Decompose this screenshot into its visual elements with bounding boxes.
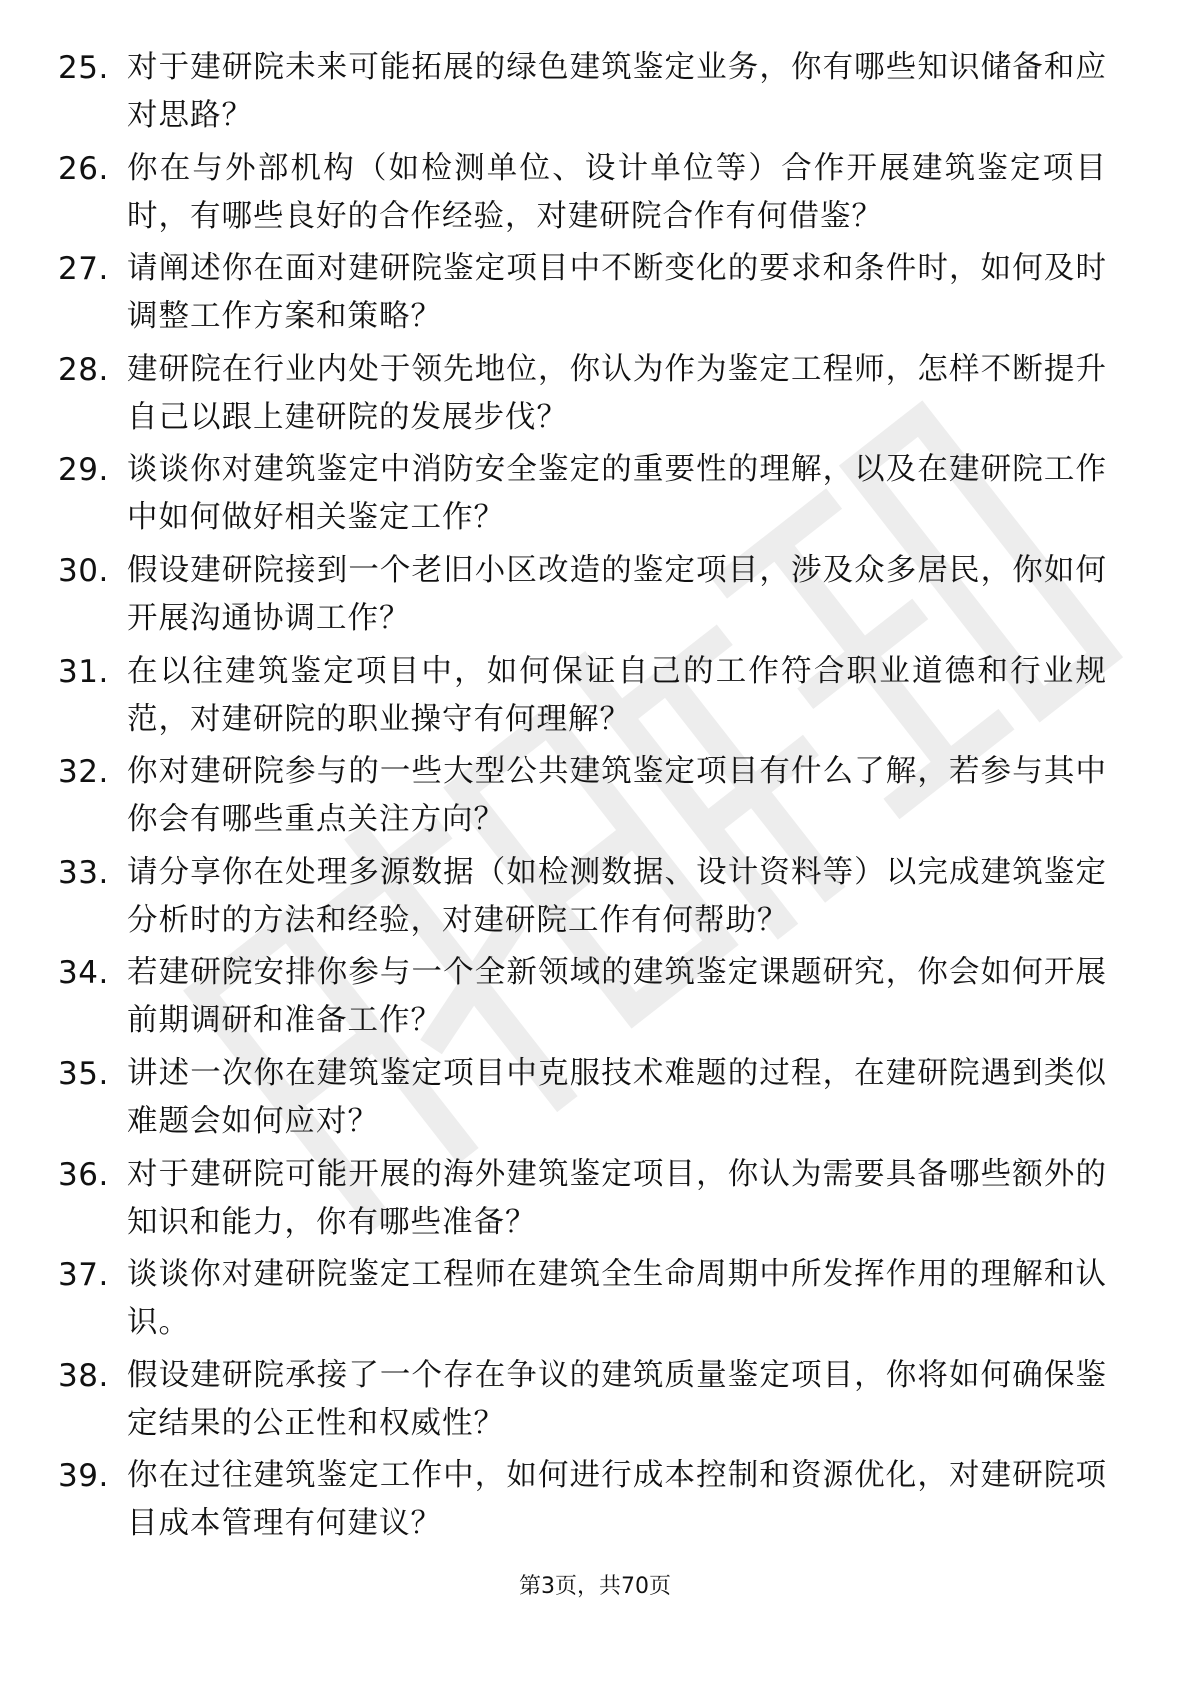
- question-item: [0, 245, 1190, 346]
- question-number: 30.: [58, 552, 109, 589]
- question-text: 建研院在行业内处于领先地位，你认为作为鉴定工程师，怎样不断提升自己以跟上建研院的发展步伐？: [127, 351, 1107, 435]
- question-item: [0, 1352, 1190, 1453]
- question-text: 你对建研院参与的一些大型公共建筑鉴定项目有什么了解，若参与其中你会有哪些重点关注方向？: [127, 754, 1107, 838]
- question-text: 假设建研院承接了一个存在争议的建筑质量鉴定项目，你将如何确保鉴定结果的公正性和权威性？: [127, 1357, 1107, 1441]
- question-item: [0, 547, 1190, 648]
- question-item: [0, 648, 1190, 749]
- question-number: 33.: [58, 854, 109, 891]
- question-number: 39.: [58, 1458, 109, 1495]
- question-item: [0, 849, 1190, 950]
- question-item: [0, 346, 1190, 447]
- question-item: [0, 145, 1190, 246]
- question-text: 谈谈你对建研院鉴定工程师在建筑全生命周期中所发挥作用的理解和认识。: [127, 1257, 1107, 1341]
- question-item: [0, 44, 1190, 145]
- question-number: 38.: [58, 1357, 109, 1394]
- question-number: 31.: [58, 653, 109, 690]
- question-item: [0, 748, 1190, 849]
- question-item: [0, 1050, 1190, 1151]
- question-text: 请阐述你在面对建研院鉴定项目中不断变化的要求和条件时，如何及时调整工作方案和策略？: [127, 251, 1107, 335]
- question-list: [0, 44, 1190, 1553]
- question-item: [0, 446, 1190, 547]
- question-number: 36.: [58, 1156, 109, 1193]
- question-number: 28.: [58, 351, 109, 388]
- question-number: 34.: [58, 955, 109, 992]
- question-number: 29.: [58, 452, 109, 489]
- page-number-footer: 第3页，共70页: [519, 1574, 671, 1599]
- question-number: 26.: [58, 150, 109, 187]
- question-text: 讲述一次你在建筑鉴定项目中克服技术难题的过程，在建研院遇到类似难题会如何应对？: [127, 1055, 1107, 1139]
- question-item: [0, 1251, 1190, 1352]
- question-item: [0, 1151, 1190, 1252]
- question-number: 32.: [58, 754, 109, 791]
- question-text: 对于建研院可能开展的海外建筑鉴定项目，你认为需要具备哪些额外的知识和能力，你有哪些准备？: [127, 1156, 1107, 1240]
- question-text: 若建研院安排你参与一个全新领域的建筑鉴定课题研究，你会如何开展前期调研和准备工作？: [127, 955, 1107, 1039]
- question-text: 你在过往建筑鉴定工作中，如何进行成本控制和资源优化，对建研院项目成本管理有何建议？: [127, 1458, 1107, 1542]
- question-number: 27.: [58, 251, 109, 288]
- question-number: 35.: [58, 1055, 109, 1092]
- question-text: 假设建研院接到一个老旧小区改造的鉴定项目，涉及众多居民，你如何开展沟通协调工作？: [127, 552, 1107, 636]
- question-number: 37.: [58, 1257, 109, 1294]
- question-item: [0, 1452, 1190, 1553]
- question-number: 25.: [58, 50, 109, 86]
- question-text: 请分享你在处理多源数据（如检测数据、设计资料等）以完成建筑鉴定分析时的方法和经验，对建研院工作有何帮助？: [127, 854, 1107, 938]
- question-item: [0, 949, 1190, 1050]
- question-text: 谈谈你对建筑鉴定中消防安全鉴定的重要性的理解，以及在建研院工作中如何做好相关鉴定工作？: [127, 452, 1107, 536]
- question-text: 你在与外部机构（如检测单位、设计单位等）合作开展建筑鉴定项目时，有哪些良好的合作经验，对建研院合作有何借鉴？: [127, 150, 1107, 234]
- question-text: 在以往建筑鉴定项目中，如何保证自己的工作符合职业道德和行业规范，对建研院的职业操守有何理解？: [127, 653, 1107, 737]
- question-text: 对于建研院未来可能拓展的绿色建筑鉴定业务，你有哪些知识储备和应对思路？: [127, 50, 1107, 133]
